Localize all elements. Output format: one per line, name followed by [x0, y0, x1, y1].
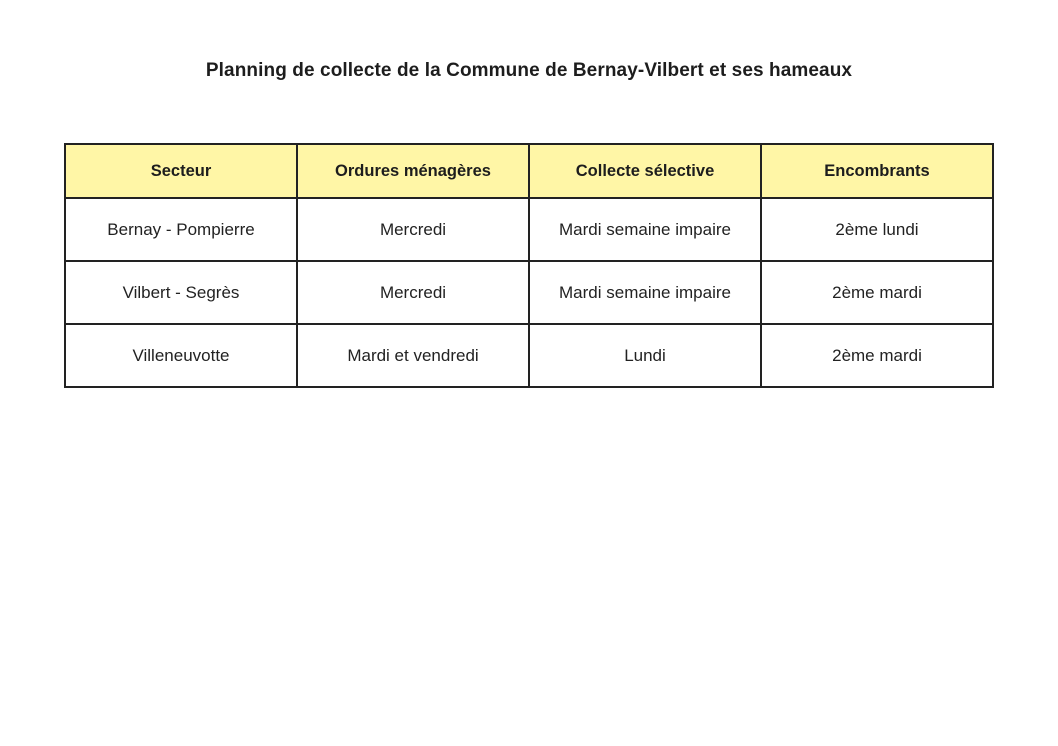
column-header-ordures-menageres: Ordures ménagères: [297, 144, 529, 198]
column-header-collecte-selective: Collecte sélective: [529, 144, 761, 198]
cell-ordures-menageres: Mercredi: [297, 198, 529, 261]
table-header-row: [65, 144, 993, 198]
cell-ordures-menageres: Mercredi: [297, 261, 529, 324]
column-header-encombrants: Encombrants: [761, 144, 993, 198]
cell-ordures-menageres: Mardi et vendredi: [297, 324, 529, 387]
column-header-secteur: Secteur: [65, 144, 297, 198]
cell-collecte-selective: Lundi: [529, 324, 761, 387]
cell-encombrants: 2ème lundi: [761, 198, 993, 261]
collection-schedule-table: [64, 143, 994, 388]
cell-secteur: Villeneuvotte: [65, 324, 297, 387]
cell-secteur: Bernay - Pompierre: [65, 198, 297, 261]
cell-collecte-selective: Mardi semaine impaire: [529, 261, 761, 324]
table-row: [65, 324, 993, 387]
cell-collecte-selective: Mardi semaine impaire: [529, 198, 761, 261]
cell-secteur: Vilbert - Segrès: [65, 261, 297, 324]
table-row: [65, 261, 993, 324]
cell-encombrants: 2ème mardi: [761, 324, 993, 387]
cell-encombrants: 2ème mardi: [761, 261, 993, 324]
table-row: [65, 198, 993, 261]
page-title: Planning de collecte de la Commune de Bernay-Vilbert et ses hameaux: [205, 60, 853, 81]
